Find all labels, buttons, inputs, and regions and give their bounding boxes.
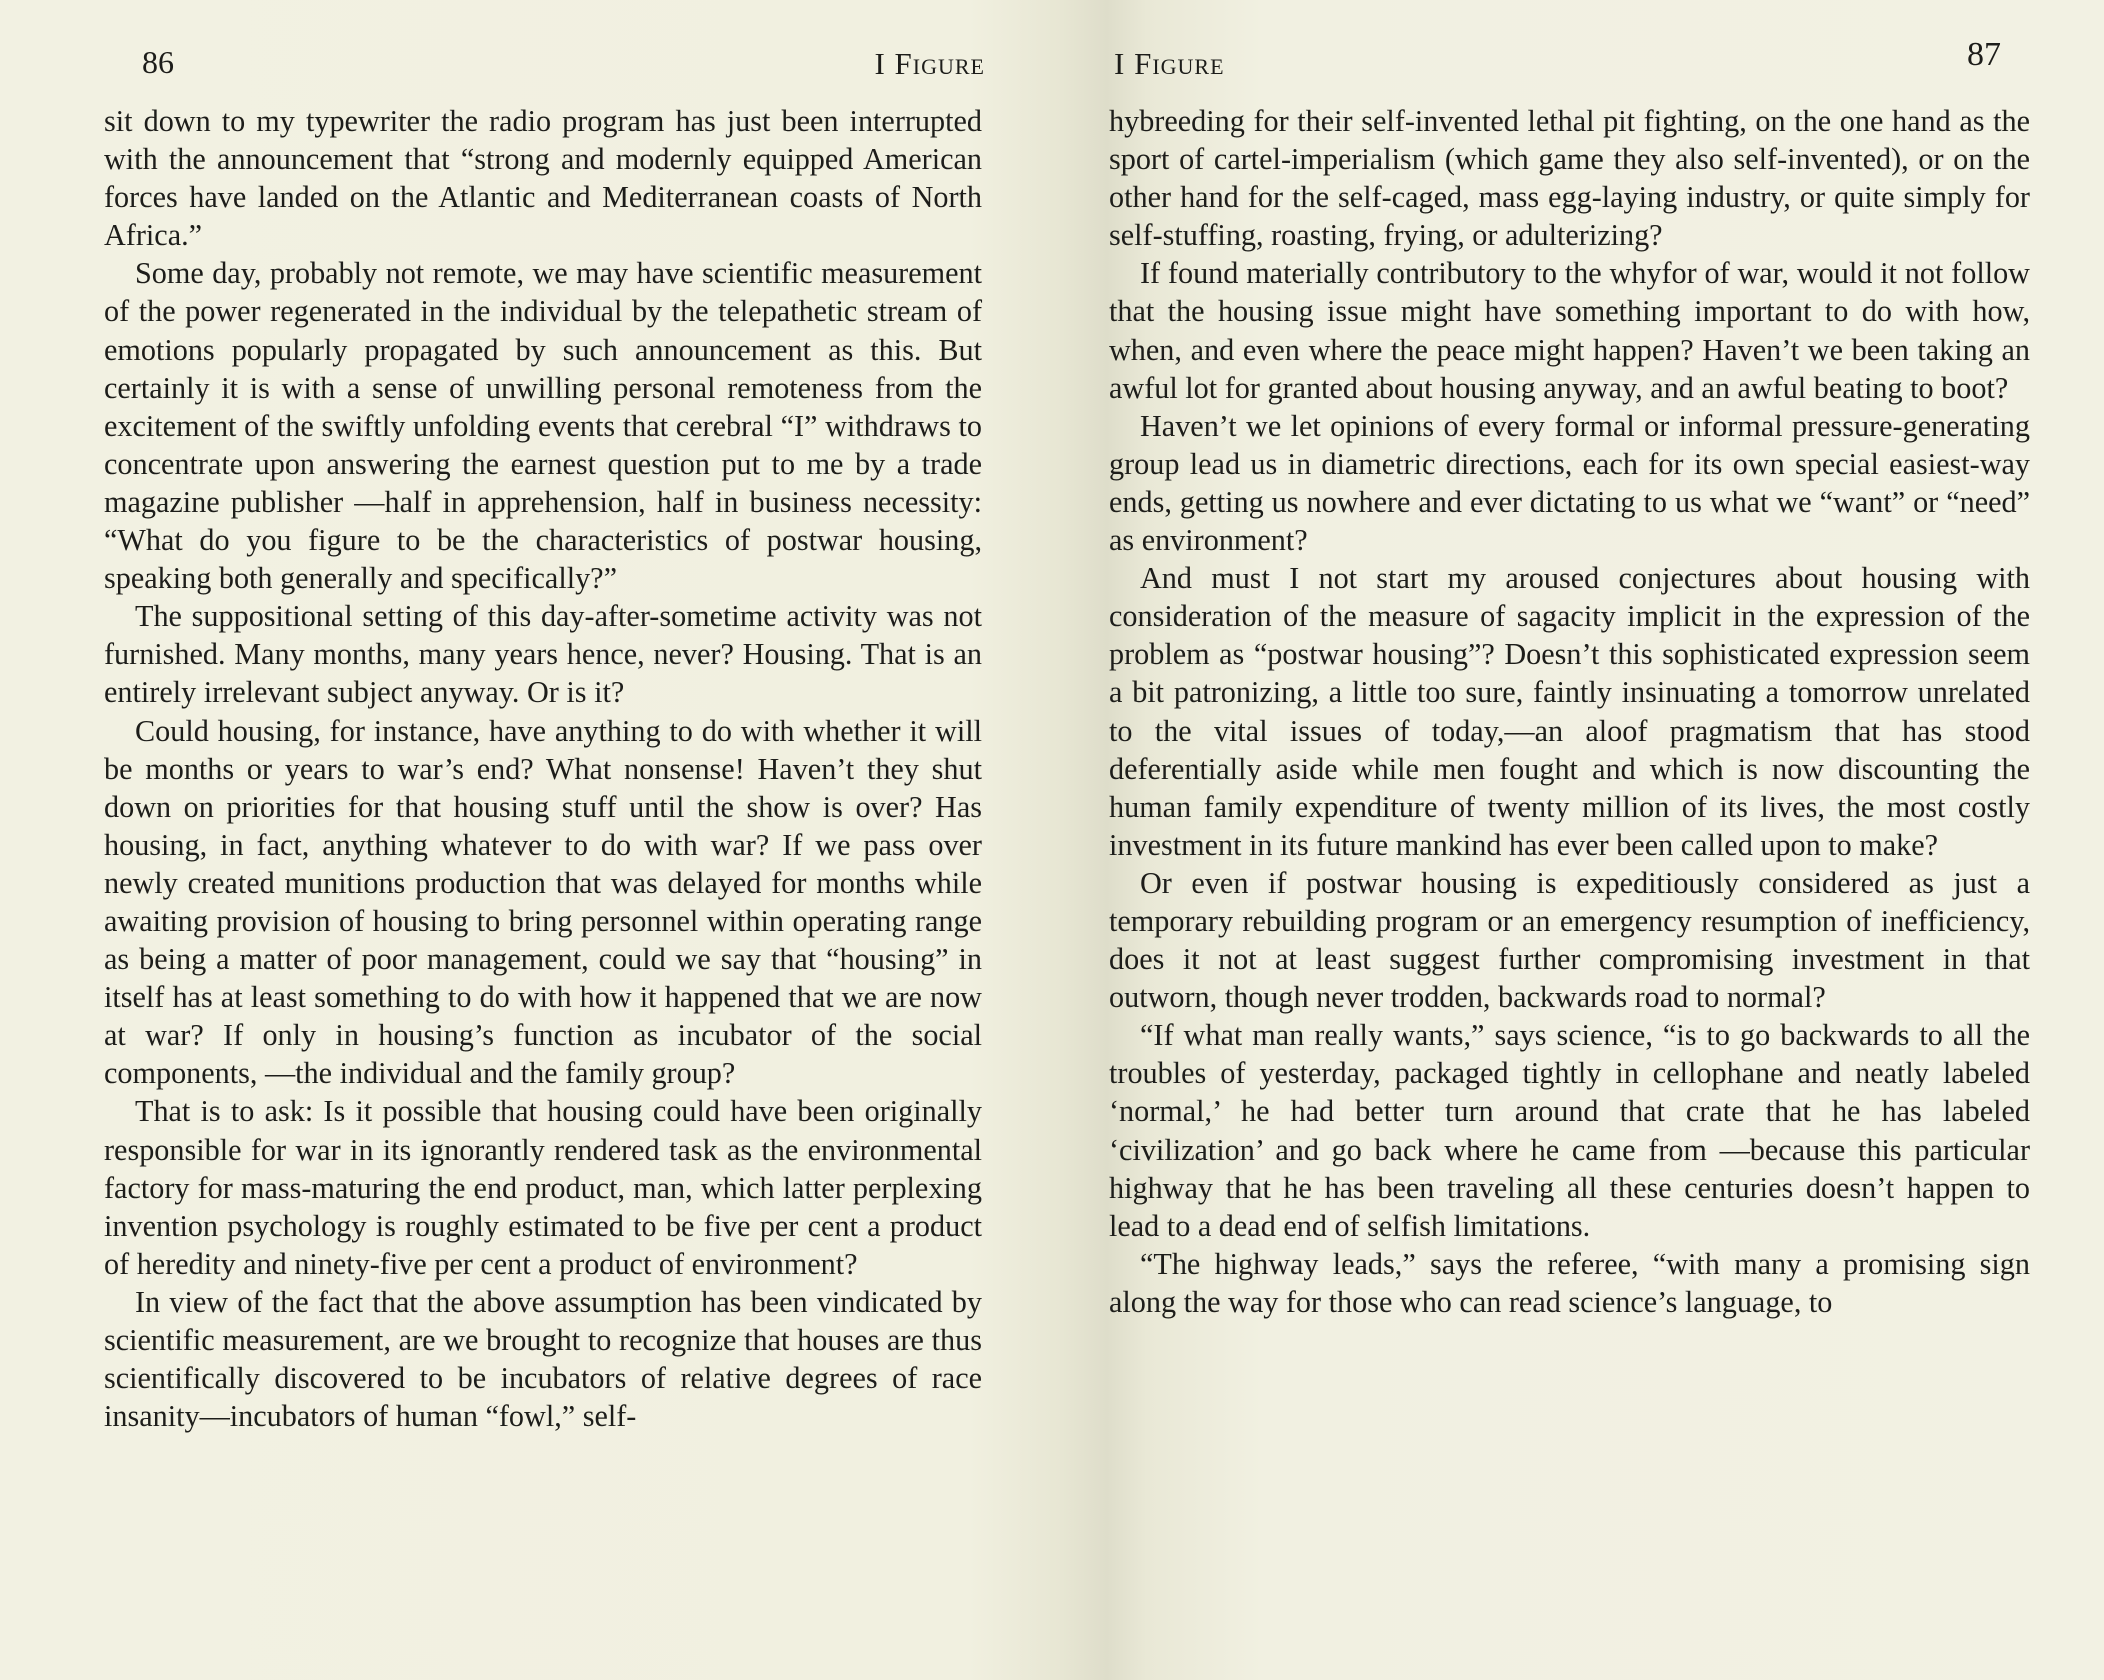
paragraph: sit down to my typewriter the radio program has just been interrupted with the announcement that “strong and modernly equipped American forces have landed on the Atlantic and Mediterranean coasts of North Africa.” <box>104 104 982 253</box>
running-head: I Figure <box>1114 46 1225 81</box>
paragraph: “The highway leads,” says the referee, “with many a promising sign along the way for those who can read science’s language, to <box>1109 1246 2030 1319</box>
paragraph: Or even if postwar housing is expeditiously considered as just a temporary rebuilding program or an emergency resumption of inefficiency, does it not at least suggest further compromising investment in that outworn, though never trodden, backwards road to normal? <box>1109 865 2030 1015</box>
paragraph: In view of the fact that the above assumption has been vindicated by scientific measurement, are we brought to recognize that houses are thus scientifically discovered to be incubators of relative degrees of race insanity—incubators of human “fowl,” self- <box>104 1284 982 1434</box>
paragraph: That is to ask: Is it possible that housing could have been originally responsible for war in its ignorantly rendered task as the environmental factory for mass-maturing the end product, man, which latter perplexing invention psychology is roughly estimated to be five per cent a product of heredity and ninety-five per cent a product of environment? <box>104 1094 982 1281</box>
body-text <box>1109 102 2030 1321</box>
paragraph: If found materially contributory to the whyfor of war, would it not follow that the housing issue might have something important to do with how, when, and even where the peace might happen? Haven’t we been taking an awful lot for granted about housing anyway, and an awful beating to boot? <box>1109 256 2030 405</box>
paragraph: Some day, probably not remote, we may have scientific measurement of the power regenerated in the individual by the telepathetic stream of emotions popularly propagated by such announcement as this. But certainly it is with a sense of unwilling personal remoteness from the excitement of the swiftly unfolding events that cerebral “I” withdraws to concentrate upon answering the earnest question put to me by a trade magazine publisher —half in apprehension, half in business necessity: “What do you figure to be the characteristics of postwar housing, speaking both generally and specifically?” <box>104 256 982 596</box>
page-number: 87 <box>1967 36 2001 73</box>
paragraph: Haven’t we let opinions of every formal or informal pressure-generating group lead us in diametric directions, each for its own special easiest-way ends, getting us nowhere and ever dictating to us what we “want” or “need” as environment? <box>1109 408 2030 558</box>
paragraph: Could housing, for instance, have anything to do with whether it will be months or years to war’s end? What nonsense! Haven’t they shut down on priorities for that housing stuff until the show is over? Has housing, in fact, anything whatever to do with war? If we pass over newly created munitions production that was delayed for months while awaiting provision of housing to bring personnel within operating range as being a matter of poor management, could we say that “housing” in itself has at least something to do with how it happened that we are now at war? If only in housing’s function as incubator of the social components, —the individual and the family group? <box>104 713 982 1091</box>
page-number: 86 <box>142 44 174 80</box>
paragraph: “If what man really wants,” says science, “is to go backwards to all the troubles of yesterday, packaged tightly in cellophane and neatly labeled ‘normal,’ he had better turn around that crate that he has labeled ‘civilization’ and go back where he came from —because this particular highway that he has been traveling all these centuries doesn’t happen to lead to a dead end of selfish limitations. <box>1109 1018 2030 1243</box>
right-page <box>1052 0 2104 1680</box>
paragraph: The suppositional setting of this day-after-sometime activity was not furnished. Many months, many years hence, never? Housing. That is an entirely irrelevant subject anyway. Or is it? <box>104 599 982 710</box>
paragraph: hybreeding for their self-invented lethal pit fighting, on the one hand as the sport of cartel-imperialism (which game they also self-invented), or on the other hand for the self-caged, mass egg-laying industry, or quite simply for self-stuffing, roasting, frying, or adulterizing? <box>1109 104 2030 253</box>
running-head: I Figure <box>874 46 985 81</box>
paragraph: And must I not start my aroused conjectures about housing with consideration of the measure of sagacity implicit in the expression of the problem as “postwar housing”? Doesn’t this sophisticated expression seem a bit patronizing, a little too sure, faintly insinuating a tomorrow unrelated to the vital issues of today,—an aloof pragmatism that has stood deferentially aside while men fought and which is now discounting the human family expenditure of twenty million of its lives, the most costly investment in its future mankind has ever been called upon to make? <box>1109 561 2030 862</box>
body-text <box>104 102 982 1435</box>
